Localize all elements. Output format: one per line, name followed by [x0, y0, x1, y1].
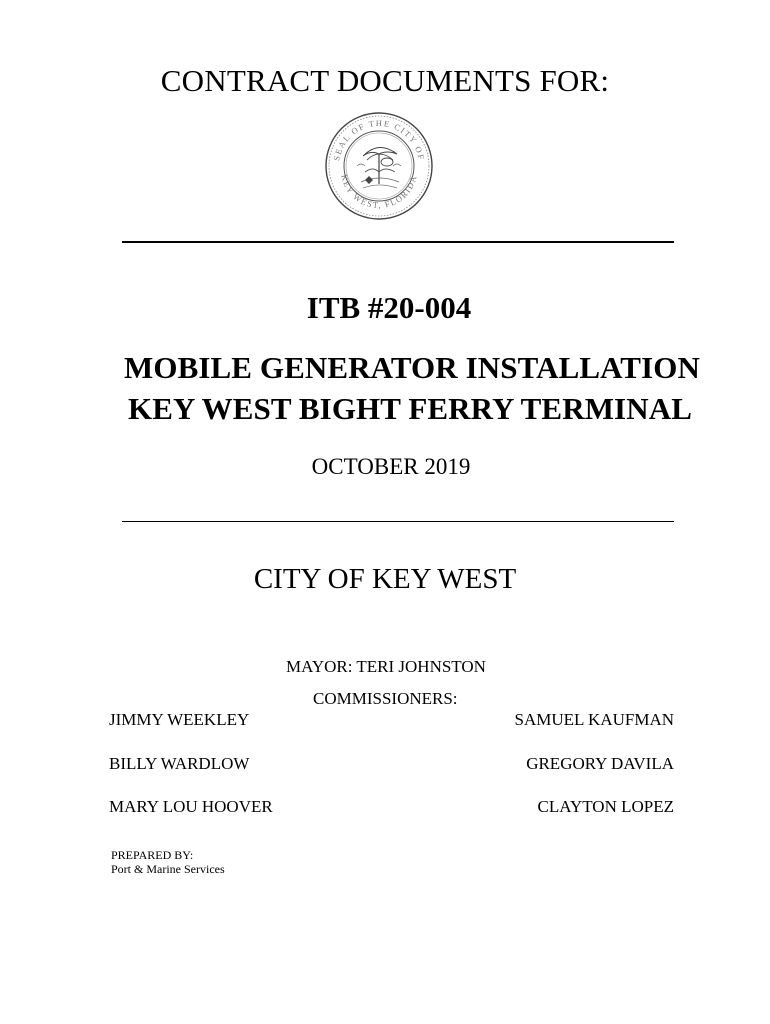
document-heading: CONTRACT DOCUMENTS FOR: [160, 63, 610, 98]
mayor-line: MAYOR: TERI JOHNSTON [286, 657, 486, 676]
commissioner-name: JIMMY WEEKLEY [109, 710, 250, 729]
document-date: OCTOBER 2019 [311, 454, 471, 479]
commissioner-name: GREGORY DAVILA [526, 754, 674, 773]
prepared-by-value: Port & Marine Services [111, 862, 225, 876]
city-seal-icon [323, 110, 435, 222]
project-title-line-2: KEY WEST BIGHT FERRY TERMINAL [128, 391, 692, 426]
horizontal-rule-bottom [122, 521, 674, 522]
seal-graphic [323, 110, 435, 222]
project-title-line-1: MOBILE GENERATOR INSTALLATION [124, 350, 700, 385]
horizontal-rule-top [122, 241, 674, 243]
commissioners-label: COMMISSIONERS: [313, 689, 458, 708]
seal-ring-text-top: SEAL OF THE CITY OF [331, 117, 427, 162]
city-name: CITY OF KEY WEST [253, 563, 517, 595]
prepared-by-label: PREPARED BY: [111, 848, 194, 862]
commissioner-name: CLAYTON LOPEZ [537, 797, 674, 816]
commissioner-name: MARY LOU HOOVER [109, 797, 273, 816]
commissioner-name: SAMUEL KAUFMAN [514, 710, 674, 729]
seal-ring-text-bottom: KEY WEST, FLORIDA [339, 173, 419, 211]
commissioner-name: BILLY WARDLOW [109, 754, 250, 773]
itb-number: ITB #20-004 [306, 290, 472, 325]
